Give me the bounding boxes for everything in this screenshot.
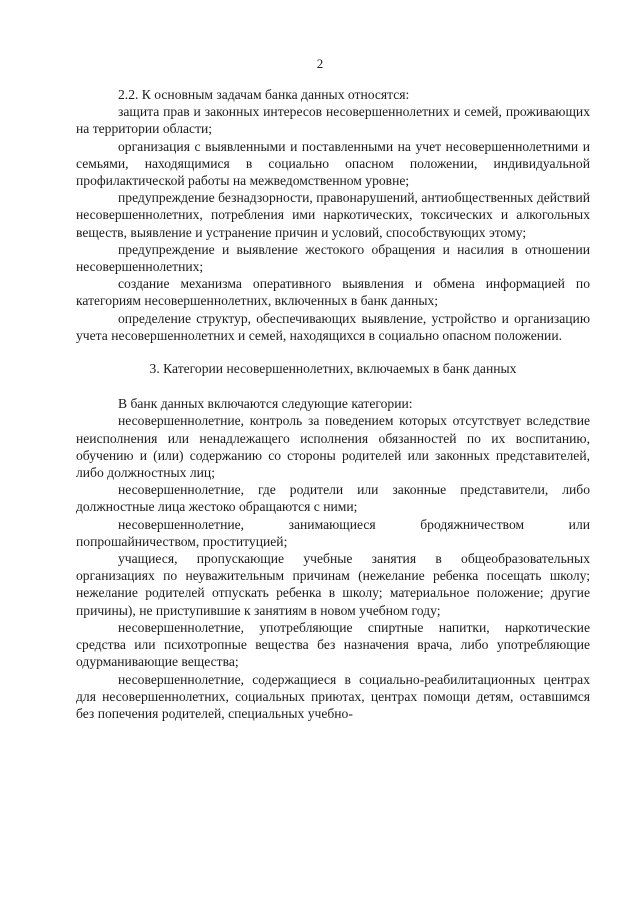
section-3-item: несовершеннолетние, где родители или законные представители, либо должностные лица жестоко обращаются с ними; bbox=[76, 482, 590, 515]
section-3-item: несовершеннолетние, содержащиеся в социально-реабилитационных центрах для несовершеннолетних, социальных приютах, центрах помощи детям, оставшимся без попечения родителей, специальных учебно- bbox=[76, 671, 590, 721]
section-2-intro: 2.2. К основным задачам банка данных относятся: bbox=[118, 87, 410, 102]
section-3-item: несовершеннолетние, контроль за поведением которых отсутствует вследствие неисполнения или ненадлежащего исполнения обязанностей по их воспитанию, обучению и (или) содержанию со стороны родителей или законных представителей, либо должностных лиц; bbox=[76, 413, 590, 481]
section-3-heading: 3. Категории несовершеннолетних, включаемых в банк данных bbox=[149, 361, 517, 377]
section-2-item: предупреждение и выявление жестокого обращения и насилия в отношении несовершеннолетних; bbox=[76, 241, 590, 275]
section-3-item: учащиеся, пропускающие учебные занятия в общеобразовательных организациях по неуважительным причинам (нежелание ребенка посещать школу; нежелание родителей отпускать ребенка в школу; материальное положение; другие причины), не приступившие к занятиям в новом учебном году; bbox=[76, 551, 590, 618]
spacer bbox=[76, 377, 590, 395]
section-3-item: несовершеннолетние, занимающиеся бродяжничеством или попрошайничеством, проституцией; bbox=[76, 516, 590, 549]
page-number: 2 bbox=[316, 56, 324, 71]
section-2-item: определение структур, обеспечивающих выявление, устройство и организацию учета несовершеннолетних и семей, находящихся в социально опасном положении. bbox=[76, 310, 590, 343]
section-2-item: создание механизма оперативного выявления и обмена информацией по категориям несовершеннолетних, включенных в банк данных; bbox=[76, 276, 590, 309]
section-3-item: несовершеннолетние, употребляющие спиртные напитки, наркотические средства или психотропные вещества без назначения врача, либо употребляющие одурманивающие вещества; bbox=[76, 619, 590, 670]
section-2-item: предупреждение безнадзорности, правонарушений, антиобщественных действий несовершеннолетних, потребления ими наркотических, токсических и алкогольных веществ, выявление и устранение причин и условий, способствующих этому; bbox=[76, 190, 590, 240]
section-2-item: защита прав и законных интересов несовершеннолетних и семей, проживающих на территории области; bbox=[76, 104, 590, 137]
section-2-item: организация с выявленными и поставленными на учет несовершеннолетними и семьями, находящимися в социально опасном положении, индивидуальной профилактической работы на межведомственном уровне; bbox=[76, 138, 590, 189]
spacer bbox=[76, 344, 590, 360]
section-3-intro: В банк данных включаются следующие категории: bbox=[118, 396, 413, 412]
document-body bbox=[76, 86, 590, 722]
